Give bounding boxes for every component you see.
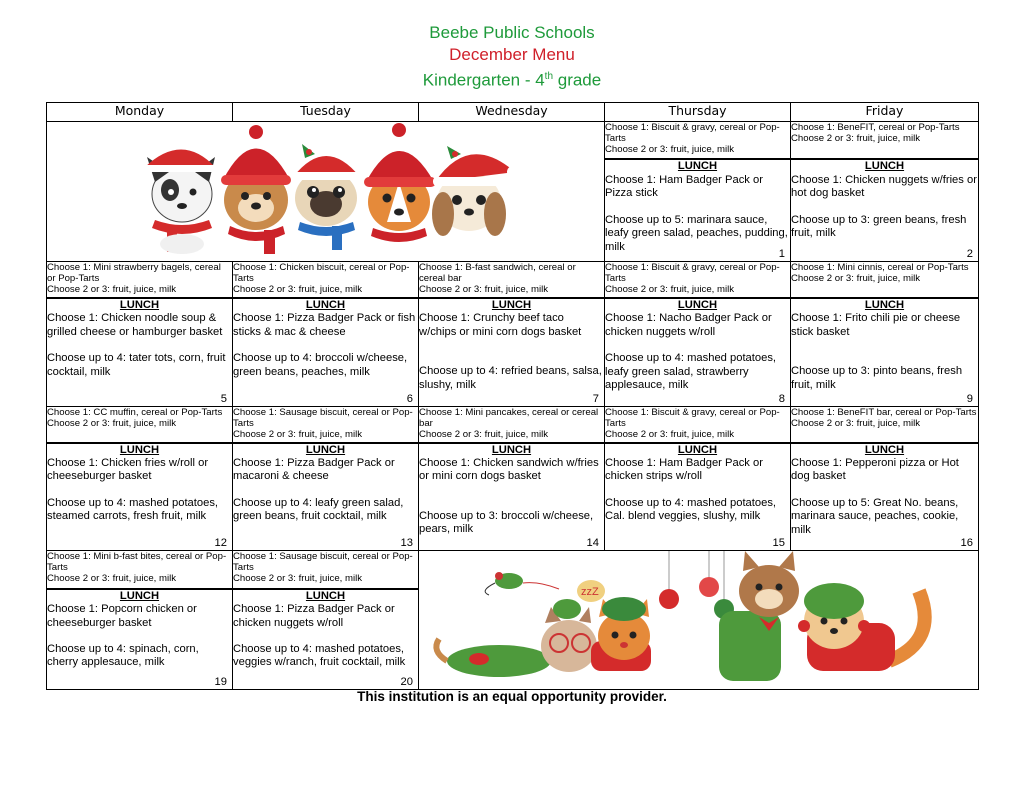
menu-header: [0, 22, 1024, 92]
date-number: 6: [406, 392, 413, 405]
lunch-main: Choose 1: Crunchy beef taco w/chips or mini corn dogs basket: [419, 312, 582, 338]
lunch-main: Choose 1: Chicken sandwich w/fries or mini corn dogs basket: [419, 456, 599, 483]
lunch-main: Choose 1: Pizza Badger Pack or macaroni & cheese: [233, 456, 395, 483]
lunch-cell-dec6: [233, 298, 419, 406]
week3-lunch-row: [47, 443, 979, 551]
toy-mouse-icon: [485, 572, 559, 595]
lunch-heading: LUNCH: [305, 299, 346, 311]
date-number: 20: [400, 676, 413, 688]
breakfast-cell-dec12: [47, 406, 233, 443]
week4-breakfast-row: [47, 551, 979, 589]
breakfast-choice: Choose 1: BeneFIT bar, cereal or Pop-Tarts: [791, 406, 977, 418]
day-wednesday: Wednesday: [419, 103, 605, 122]
lunch-sides: Choose up to 4: tater tots, corn, fruit cocktail, milk: [47, 352, 226, 378]
breakfast-cell-dec7: [419, 262, 605, 299]
date-number: 9: [966, 392, 973, 405]
lunch-cell-dec8: [605, 298, 791, 406]
lunch-sides: Choose up to 4: broccoli w/cheese, green beans, peaches, milk: [233, 352, 408, 378]
lunch-sides: Choose up to 4: refried beans, salsa, slushy, milk: [419, 365, 602, 391]
lunch-main: Choose 1: Nacho Badger Pack or chicken nuggets w/roll: [605, 312, 772, 338]
date-number: 1: [778, 248, 785, 260]
lunch-sides: Choose up to 4: leafy green salad, green beans, fruit cocktail, milk: [233, 496, 404, 523]
lunch-sides: Choose up to 4: mashed potatoes, veggies w/ranch, fruit cocktail, milk: [233, 643, 406, 669]
lunch-cell-dec15: [605, 443, 791, 551]
date-number: 8: [778, 392, 785, 405]
day-header-row: [47, 103, 979, 122]
cats-illustration: [419, 551, 977, 684]
lunch-heading: LUNCH: [864, 160, 905, 173]
lunch-heading: LUNCH: [677, 160, 718, 173]
lunch-cell-dec2: [791, 159, 979, 261]
breakfast-cell-dec2: [791, 122, 979, 160]
breakfast-sides: Choose 2 or 3: fruit, juice, milk: [419, 428, 549, 440]
puppies-illustration: [47, 122, 605, 256]
breakfast-choice: Choose 1: BeneFIT, cereal or Pop-Tarts: [791, 122, 960, 133]
breakfast-choice: Choose 1: Chicken biscuit, cereal or Pop-Tarts: [233, 262, 410, 284]
school-name: Beebe Public Schools: [429, 23, 595, 42]
lunch-cell-dec20: [233, 589, 419, 690]
lunch-heading: LUNCH: [305, 589, 346, 602]
lunch-main: Choose 1: Pizza Badger Pack or chicken nuggets w/roll: [233, 603, 395, 629]
lunch-cell-dec7: [419, 298, 605, 406]
breakfast-cell-dec20: [233, 551, 419, 589]
lunch-heading: LUNCH: [491, 443, 532, 456]
breakfast-choice: Choose 1: Mini b-fast bites, cereal or Pop-Tarts: [47, 551, 227, 573]
lunch-main: Choose 1: Ham Badger Pack or chicken strips w/roll: [605, 456, 763, 483]
date-number: 5: [220, 392, 227, 405]
lunch-main: Choose 1: Pizza Badger Pack or fish sticks & mac & cheese: [233, 312, 416, 338]
lunch-main: Choose 1: Frito chili pie or cheese stick basket: [791, 312, 961, 338]
menu-calendar: [46, 102, 979, 690]
zzz-bubble-icon: [577, 580, 605, 602]
equal-opportunity-statement: This institution is an equal opportunity provider.: [357, 689, 667, 704]
lunch-sides: Choose up to 4: mashed potatoes, leafy green salad, strawberry applesauce, milk: [605, 352, 777, 392]
puppy-corgi-icon: [364, 123, 436, 242]
date-number: 12: [214, 537, 227, 549]
lunch-main: Choose 1: Chicken fries w/roll or cheeseburger basket: [47, 456, 209, 483]
breakfast-sides: Choose 2 or 3: fruit, juice, milk: [791, 133, 921, 144]
lunch-sides: Choose up to 3: green beans, fresh fruit, milk: [791, 213, 967, 240]
breakfast-choice: Choose 1: Sausage biscuit, cereal or Pop-Tarts: [233, 551, 413, 573]
cat-tabby-icon: [591, 597, 651, 671]
lunch-cell-dec14: [419, 443, 605, 551]
breakfast-cell-dec13: [233, 406, 419, 443]
breakfast-sides: Choose 2 or 3: fruit, juice, milk: [233, 284, 363, 295]
puppy-shihtzu-icon: [432, 146, 519, 236]
lunch-cell-dec19: [47, 589, 233, 690]
lunch-cell-dec16: [791, 443, 979, 551]
date-number: 19: [214, 676, 227, 688]
breakfast-cell-dec19: [47, 551, 233, 589]
lunch-heading: LUNCH: [119, 299, 160, 311]
cat-glasses-icon: [436, 599, 597, 677]
breakfast-sides: Choose 2 or 3: fruit, juice, milk: [791, 417, 921, 429]
grade-suffix: grade: [553, 70, 602, 90]
lunch-cell-dec1: [605, 159, 791, 261]
lunch-heading: LUNCH: [677, 443, 718, 456]
breakfast-cell-dec5: [47, 262, 233, 299]
week1-breakfast-row: [47, 122, 979, 160]
lunch-sides: Choose up to 4: spinach, corn, cherry applesauce, milk: [47, 643, 199, 669]
day-friday: Friday: [791, 103, 979, 122]
lunch-cell-dec5: [47, 298, 233, 406]
date-number: 7: [592, 392, 599, 405]
week2-breakfast-row: [47, 262, 979, 299]
breakfast-choice: Choose 1: Biscuit & gravy, cereal or Pop-Tarts: [605, 406, 780, 429]
day-tuesday: Tuesday: [233, 103, 419, 122]
breakfast-sides: Choose 2 or 3: fruit, juice, milk: [233, 573, 363, 584]
breakfast-cell-dec14: [419, 406, 605, 443]
lunch-cell-dec12: [47, 443, 233, 551]
breakfast-cell-dec6: [233, 262, 419, 299]
breakfast-cell-dec1: [605, 122, 791, 160]
lunch-heading: LUNCH: [305, 443, 346, 456]
breakfast-choice: Choose 1: Biscuit & gravy, cereal or Pop-Tarts: [605, 262, 780, 284]
puppy-red-hat-icon: [221, 125, 291, 254]
day-thursday: Thursday: [605, 103, 791, 122]
breakfast-choice: Choose 1: Biscuit & gravy, cereal or Pop-Tarts: [605, 122, 780, 144]
date-number: 16: [960, 537, 973, 549]
lunch-heading: LUNCH: [864, 299, 905, 311]
christmas-puppies-art: [47, 122, 605, 262]
breakfast-sides: Choose 2 or 3: fruit, juice, milk: [47, 573, 177, 584]
lunch-heading: LUNCH: [119, 443, 160, 456]
lunch-heading: LUNCH: [864, 443, 905, 456]
lunch-sides: Choose up to 5: Great No. beans, marinara sauce, peaches, cookie, milk: [791, 496, 959, 536]
lunch-heading: LUNCH: [677, 299, 718, 311]
breakfast-sides: Choose 2 or 3: fruit, juice, milk: [605, 428, 735, 440]
breakfast-cell-dec9: [791, 262, 979, 299]
breakfast-choice: Choose 1: Mini pancakes, cereal or cereal bar: [419, 406, 599, 429]
breakfast-sides: Choose 2 or 3: fruit, juice, milk: [605, 284, 735, 295]
breakfast-choice: Choose 1: Mini cinnis, cereal or Pop-Tarts: [791, 262, 969, 273]
lunch-main: Choose 1: Chicken nuggets w/fries or hot dog basket: [791, 173, 977, 200]
week2-lunch-row: [47, 298, 979, 406]
menu-title: December Menu: [449, 45, 575, 64]
ornaments-icon: [659, 551, 734, 619]
grade-sup: th: [544, 71, 554, 82]
lunch-sides: Choose up to 5: marinara sauce, leafy green salad, peaches, pudding, milk: [605, 213, 788, 253]
cat-sweater-icon: [719, 551, 799, 681]
date-number: 13: [400, 537, 413, 549]
lunch-cell-dec13: [233, 443, 419, 551]
breakfast-sides: Choose 2 or 3: fruit, juice, milk: [233, 428, 363, 440]
date-number: 2: [966, 248, 973, 260]
date-number: 14: [586, 537, 599, 549]
breakfast-cell-dec16: [791, 406, 979, 443]
breakfast-sides: Choose 2 or 3: fruit, juice, milk: [47, 284, 177, 295]
puppy-bulldog-icon: [143, 150, 217, 255]
breakfast-sides: Choose 2 or 3: fruit, juice, milk: [419, 284, 549, 295]
grade-prefix: Kindergarten - 4: [422, 70, 545, 90]
lunch-main: Choose 1: Chicken noodle soup & grilled cheese or hamburger basket: [47, 312, 223, 338]
breakfast-sides: Choose 2 or 3: fruit, juice, milk: [47, 417, 177, 429]
lunch-heading: LUNCH: [491, 299, 532, 311]
lunch-sides: Choose up to 3: broccoli w/cheese, pears, milk: [419, 509, 594, 536]
breakfast-choice: Choose 1: CC muffin, cereal or Pop-Tarts: [47, 406, 223, 418]
day-monday: Monday: [47, 103, 233, 122]
breakfast-choice: Choose 1: B-fast sandwich, cereal or cereal bar: [419, 262, 576, 284]
grade-range: [0, 66, 1024, 92]
breakfast-cell-dec15: [605, 406, 791, 443]
lunch-main: Choose 1: Ham Badger Pack or Pizza stick: [605, 173, 763, 200]
lunch-heading: LUNCH: [119, 589, 160, 602]
breakfast-choice: Choose 1: Mini strawberry bagels, cereal or Pop-Tarts: [47, 262, 221, 284]
puppy-pug-icon: [292, 144, 361, 250]
breakfast-sides: Choose 2 or 3: fruit, juice, milk: [791, 273, 921, 284]
lunch-main: Choose 1: Popcorn chicken or cheeseburger basket: [47, 603, 197, 629]
week3-breakfast-row: [47, 406, 979, 443]
breakfast-choice: Choose 1: Sausage biscuit, cereal or Pop-Tarts: [233, 406, 413, 429]
christmas-cats-art: [419, 551, 979, 690]
breakfast-cell-dec8: [605, 262, 791, 299]
breakfast-sides: Choose 2 or 3: fruit, juice, milk: [605, 144, 735, 155]
lunch-main: Choose 1: Pepperoni pizza or Hot dog basket: [791, 456, 959, 483]
zzz-text: zzZ: [581, 586, 599, 598]
date-number: 15: [772, 537, 785, 549]
lunch-sides: Choose up to 3: pinto beans, fresh fruit, milk: [791, 365, 963, 391]
lunch-sides: Choose up to 4: mashed potatoes, Cal. blend veggies, slushy, milk: [605, 496, 777, 523]
lunch-sides: Choose up to 4: mashed potatoes, steamed carrots, fresh fruit, milk: [47, 496, 219, 523]
cat-green-hat-icon: [798, 583, 925, 671]
lunch-cell-dec9: [791, 298, 979, 406]
